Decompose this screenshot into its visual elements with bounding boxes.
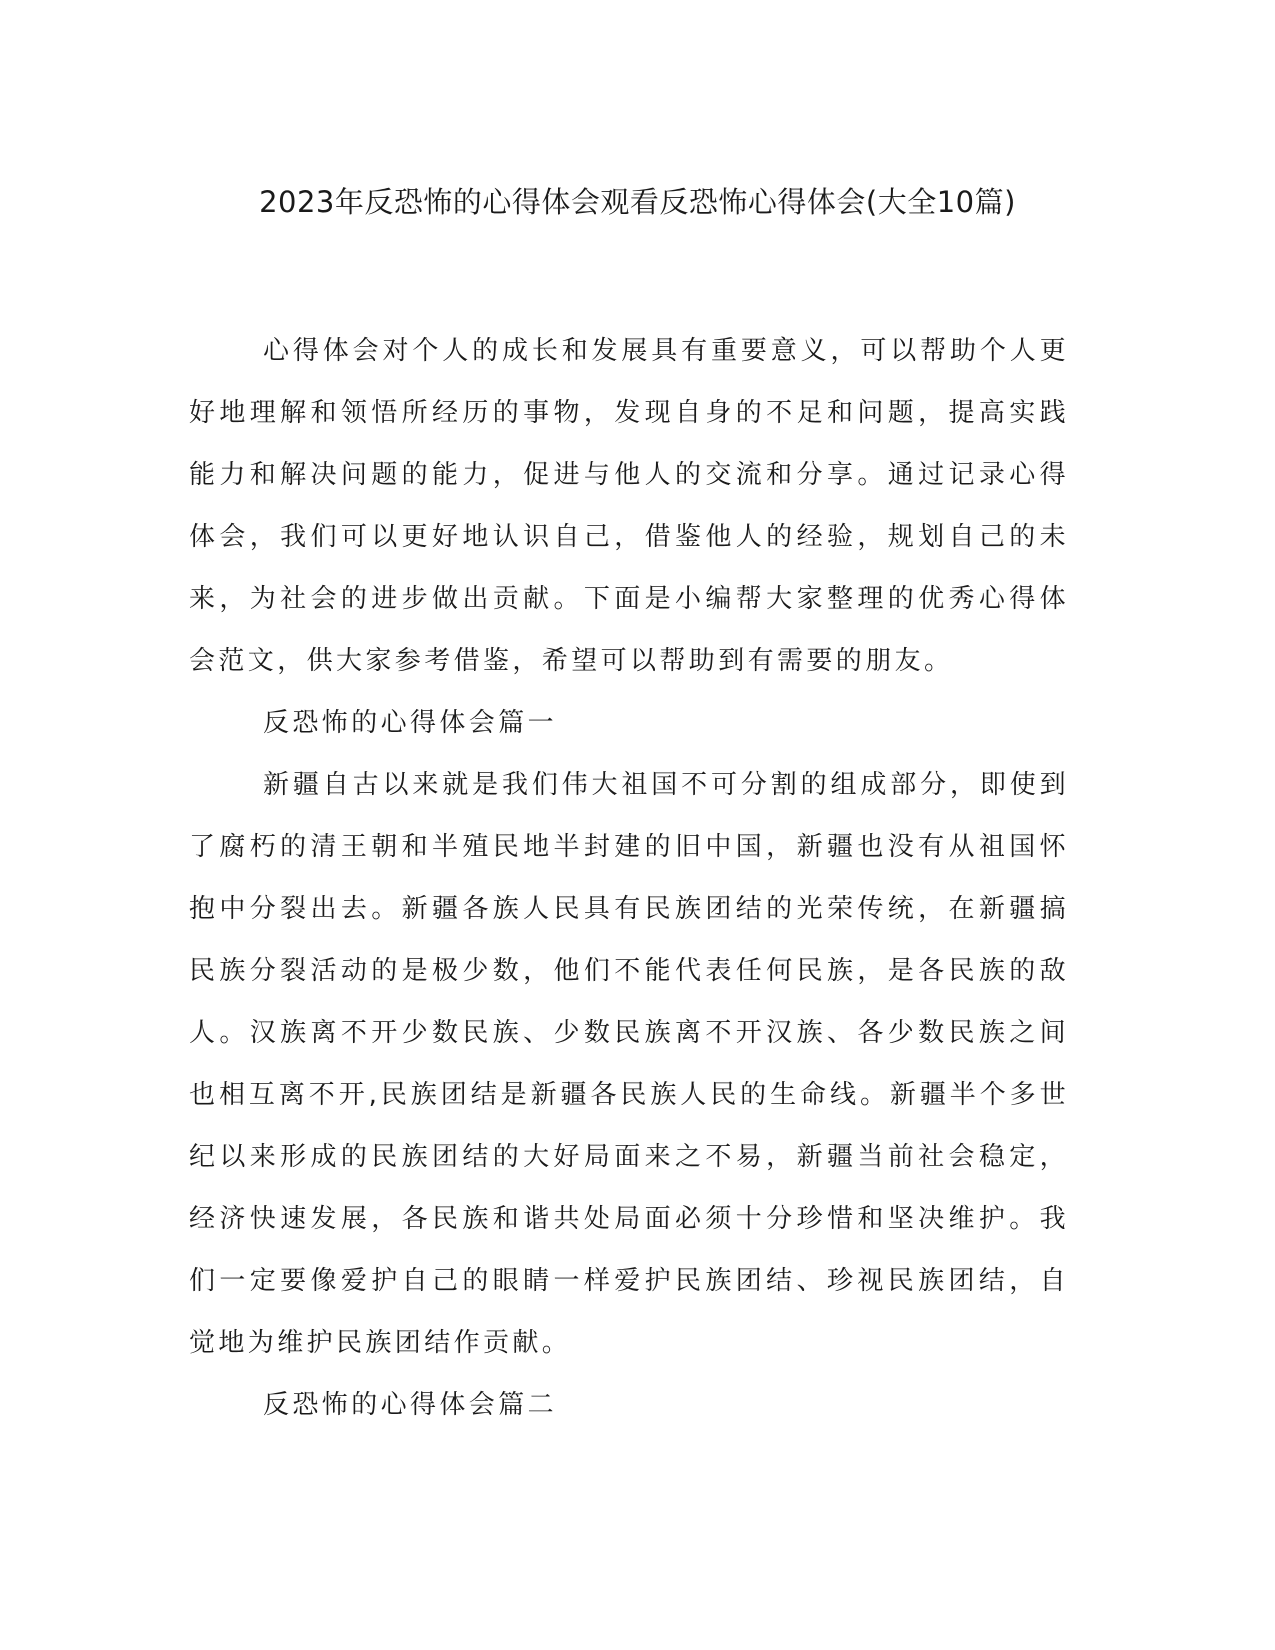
section-heading-2: 反恐怖的心得体会篇二 [263,1390,558,1420]
section-paragraph-1: 新疆自古以来就是我们伟大祖国不可分割的组成部分，即使到了腐朽的清王朝和半殖民地半封建的旧中国，新疆也没有从祖国怀抱中分裂出去。新疆各族人民具有民族团结的光荣传统，在新疆搞民族分裂活动的是极少数，他们不能代表任何民族，是各民族的敌人。汉族离不开少数民族、少数民族离不开汉族、各少数民族之间也相互离不开,民族团结是新疆各民族人民的生命线。新疆半个多世纪以来形成的民族团结的大好局面来之不易，新疆当前社会稳定，经济快速发展，各民族和谐共处局面必须十分珍惜和坚决维护。我们一定要像爱护自己的眼睛一样爱护民族团结、珍视民族团结，自觉地为维护民族团结作贡献。 [189,770,1069,1358]
section-heading-1: 反恐怖的心得体会篇一 [263,708,558,738]
intro-paragraph: 心得体会对个人的成长和发展具有重要意义，可以帮助个人更好地理解和领悟所经历的事物，发现自身的不足和问题，提高实践能力和解决问题的能力，促进与他人的交流和分享。通过记录心得体会，我们可以更好地认识自己，借鉴他人的经验，规划自己的未来，为社会的进步做出贡献。下面是小编帮大家整理的优秀心得体会范文，供大家参考借鉴，希望可以帮助到有需要的朋友。 [189,336,1069,676]
document-title: 2023年反恐怖的心得体会观看反恐怖心得体会(大全10篇) [259,185,1016,219]
document-body [189,320,1069,1436]
